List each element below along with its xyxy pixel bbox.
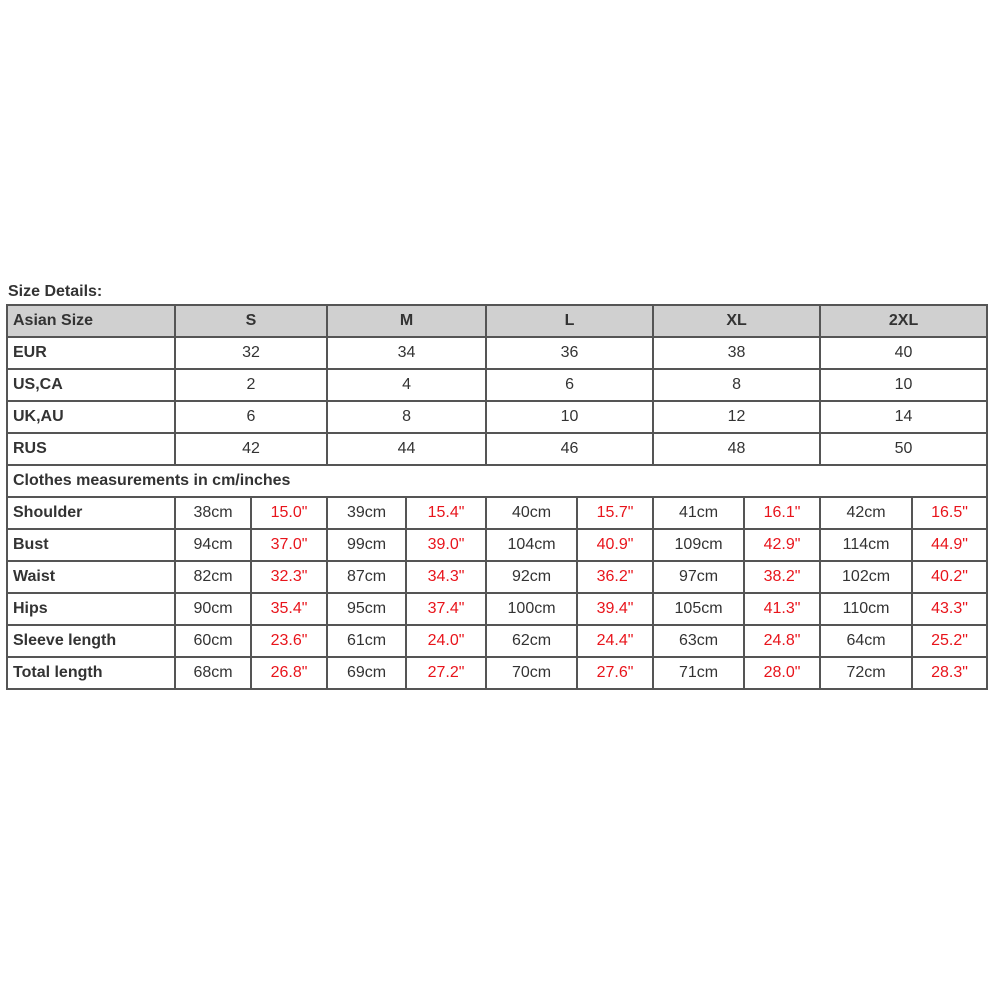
measurement-inch-cell: 28.3": [912, 657, 987, 689]
size-header-l: L: [486, 305, 653, 337]
measurement-cm-cell: 97cm: [653, 561, 744, 593]
measurement-inch-cell: 44.9": [912, 529, 987, 561]
conversion-cell: 10: [486, 401, 653, 433]
measurement-cm-cell: 82cm: [175, 561, 251, 593]
measurement-cm-cell: 114cm: [820, 529, 912, 561]
conversion-cell: 42: [175, 433, 327, 465]
measurement-inch-cell: 16.1": [744, 497, 820, 529]
measurement-cm-cell: 70cm: [486, 657, 577, 689]
measurement-cm-cell: 63cm: [653, 625, 744, 657]
measurement-inch-cell: 15.7": [577, 497, 653, 529]
measurement-inch-cell: 24.8": [744, 625, 820, 657]
measurements-heading-body: [7, 465, 987, 497]
measurement-inch-cell: 42.9": [744, 529, 820, 561]
measurement-cm-cell: 109cm: [653, 529, 744, 561]
conversion-cell: 36: [486, 337, 653, 369]
measurement-cm-cell: 95cm: [327, 593, 406, 625]
measurement-row: [7, 561, 987, 593]
conversion-cell: 12: [653, 401, 820, 433]
measurement-row: [7, 657, 987, 689]
measurement-row-label: Shoulder: [7, 497, 175, 529]
measurement-inch-cell: 27.6": [577, 657, 653, 689]
conversion-cell: 2: [175, 369, 327, 401]
measurement-cm-cell: 102cm: [820, 561, 912, 593]
conversion-cell: 40: [820, 337, 987, 369]
conversion-cell: 32: [175, 337, 327, 369]
size-chart-table: [6, 304, 988, 690]
measurement-inch-cell: 15.0": [251, 497, 327, 529]
measurement-inch-cell: 15.4": [406, 497, 486, 529]
size-header-s: S: [175, 305, 327, 337]
size-header-xl: XL: [653, 305, 820, 337]
conversion-cell: 8: [653, 369, 820, 401]
measurement-inch-cell: 39.0": [406, 529, 486, 561]
conversion-row: [7, 337, 987, 369]
measurement-inch-cell: 23.6": [251, 625, 327, 657]
measurement-row-label: Total length: [7, 657, 175, 689]
measurement-cm-cell: 60cm: [175, 625, 251, 657]
conversion-cell: 8: [327, 401, 486, 433]
conversion-row-label: US,CA: [7, 369, 175, 401]
measurement-row: [7, 625, 987, 657]
measurement-inch-cell: 35.4": [251, 593, 327, 625]
measurements-heading-row: [7, 465, 987, 497]
size-header-2xl: 2XL: [820, 305, 987, 337]
measurement-inch-cell: 40.9": [577, 529, 653, 561]
measurement-cm-cell: 92cm: [486, 561, 577, 593]
measurement-cm-cell: 87cm: [327, 561, 406, 593]
measurement-rows: [7, 497, 987, 689]
measurement-cm-cell: 41cm: [653, 497, 744, 529]
measurement-inch-cell: 28.0": [744, 657, 820, 689]
measurement-inch-cell: 39.4": [577, 593, 653, 625]
conversion-row-label: UK,AU: [7, 401, 175, 433]
measurement-cm-cell: 61cm: [327, 625, 406, 657]
conversion-row: [7, 401, 987, 433]
measurement-row-label: Hips: [7, 593, 175, 625]
header-row: [7, 305, 987, 337]
measurement-row: [7, 497, 987, 529]
measurement-inch-cell: 37.0": [251, 529, 327, 561]
measurement-inch-cell: 24.4": [577, 625, 653, 657]
conversion-cell: 48: [653, 433, 820, 465]
measurement-cm-cell: 64cm: [820, 625, 912, 657]
conversion-row-label: EUR: [7, 337, 175, 369]
measurement-inch-cell: 34.3": [406, 561, 486, 593]
size-details-title: Size Details:: [8, 283, 103, 300]
measurement-cm-cell: 72cm: [820, 657, 912, 689]
conversion-cell: 14: [820, 401, 987, 433]
measurement-row: [7, 593, 987, 625]
size-header-m: M: [327, 305, 486, 337]
measurement-cm-cell: 62cm: [486, 625, 577, 657]
measurement-inch-cell: 37.4": [406, 593, 486, 625]
conversion-cell: 4: [327, 369, 486, 401]
conversion-row-label: RUS: [7, 433, 175, 465]
measurement-row-label: Sleeve length: [7, 625, 175, 657]
measurement-inch-cell: 24.0": [406, 625, 486, 657]
measurements-heading: Clothes measurements in cm/inches: [7, 465, 987, 497]
conversion-cell: 44: [327, 433, 486, 465]
conversion-cell: 6: [486, 369, 653, 401]
measurement-inch-cell: 41.3": [744, 593, 820, 625]
measurement-cm-cell: 100cm: [486, 593, 577, 625]
asian-size-header: Asian Size: [7, 305, 175, 337]
measurement-inch-cell: 26.8": [251, 657, 327, 689]
measurement-inch-cell: 38.2": [744, 561, 820, 593]
measurement-cm-cell: 68cm: [175, 657, 251, 689]
conversion-cell: 10: [820, 369, 987, 401]
measurement-inch-cell: 36.2": [577, 561, 653, 593]
conversion-rows: [7, 337, 987, 465]
measurement-inch-cell: 32.3": [251, 561, 327, 593]
measurement-cm-cell: 94cm: [175, 529, 251, 561]
measurement-inch-cell: 16.5": [912, 497, 987, 529]
measurement-cm-cell: 104cm: [486, 529, 577, 561]
conversion-cell: 50: [820, 433, 987, 465]
conversion-row: [7, 369, 987, 401]
measurement-cm-cell: 99cm: [327, 529, 406, 561]
measurement-cm-cell: 39cm: [327, 497, 406, 529]
measurement-row-label: Bust: [7, 529, 175, 561]
measurement-cm-cell: 42cm: [820, 497, 912, 529]
measurement-cm-cell: 90cm: [175, 593, 251, 625]
conversion-cell: 46: [486, 433, 653, 465]
conversion-cell: 6: [175, 401, 327, 433]
measurement-cm-cell: 38cm: [175, 497, 251, 529]
measurement-cm-cell: 69cm: [327, 657, 406, 689]
measurement-inch-cell: 43.3": [912, 593, 987, 625]
conversion-row: [7, 433, 987, 465]
measurement-inch-cell: 27.2": [406, 657, 486, 689]
measurement-row: [7, 529, 987, 561]
conversion-cell: 34: [327, 337, 486, 369]
measurement-inch-cell: 25.2": [912, 625, 987, 657]
measurement-inch-cell: 40.2": [912, 561, 987, 593]
measurement-cm-cell: 110cm: [820, 593, 912, 625]
measurement-cm-cell: 105cm: [653, 593, 744, 625]
measurement-cm-cell: 40cm: [486, 497, 577, 529]
conversion-cell: 38: [653, 337, 820, 369]
measurement-cm-cell: 71cm: [653, 657, 744, 689]
measurement-row-label: Waist: [7, 561, 175, 593]
